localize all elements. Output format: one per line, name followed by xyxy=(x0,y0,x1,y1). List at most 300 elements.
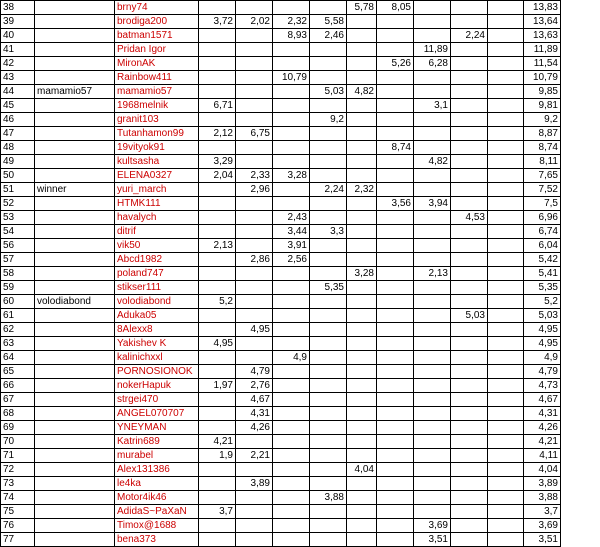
round-score-cell xyxy=(488,225,524,239)
team-name-cell xyxy=(35,197,115,211)
round-score-cell xyxy=(347,29,377,43)
table-row xyxy=(1,141,561,155)
total-score-cell: 3,7 xyxy=(524,505,561,519)
round-score-cell xyxy=(199,183,236,197)
table-row xyxy=(1,183,561,197)
team-name-cell xyxy=(35,449,115,463)
round-score-cell xyxy=(414,113,451,127)
round-score-cell xyxy=(347,155,377,169)
round-score-cell xyxy=(377,351,414,365)
round-score-cell xyxy=(488,29,524,43)
round-score-cell xyxy=(310,435,347,449)
team-name-cell xyxy=(35,155,115,169)
round-score-cell xyxy=(451,365,488,379)
round-score-cell xyxy=(488,239,524,253)
round-score-cell xyxy=(488,449,524,463)
round-score-cell xyxy=(347,449,377,463)
total-score-cell: 3,51 xyxy=(524,533,561,547)
round-score-cell: 6,75 xyxy=(236,127,273,141)
round-score-cell: 1,9 xyxy=(199,449,236,463)
round-score-cell xyxy=(451,351,488,365)
round-score-cell xyxy=(488,253,524,267)
row-number-cell: 72 xyxy=(1,463,35,477)
total-score-cell: 4,26 xyxy=(524,421,561,435)
row-number-cell: 76 xyxy=(1,519,35,533)
round-score-cell xyxy=(377,337,414,351)
round-score-cell xyxy=(414,435,451,449)
round-score-cell xyxy=(451,477,488,491)
player-nick-cell: Abcd1982 xyxy=(115,253,199,267)
round-score-cell xyxy=(236,267,273,281)
row-number-cell: 38 xyxy=(1,1,35,15)
round-score-cell: 2,13 xyxy=(414,267,451,281)
total-score-cell: 4,79 xyxy=(524,365,561,379)
round-score-cell xyxy=(310,239,347,253)
total-score-cell: 7,65 xyxy=(524,169,561,183)
row-number-cell: 73 xyxy=(1,477,35,491)
round-score-cell: 2,32 xyxy=(273,15,310,29)
round-score-cell xyxy=(310,253,347,267)
round-score-cell xyxy=(273,127,310,141)
round-score-cell xyxy=(310,505,347,519)
round-score-cell xyxy=(310,477,347,491)
table-row xyxy=(1,407,561,421)
total-score-cell: 5,03 xyxy=(524,309,561,323)
round-score-cell xyxy=(273,155,310,169)
round-score-cell xyxy=(488,421,524,435)
player-nick-cell: kalinichxxl xyxy=(115,351,199,365)
team-name-cell: mamamio57 xyxy=(35,85,115,99)
round-score-cell xyxy=(347,309,377,323)
total-score-cell: 4,9 xyxy=(524,351,561,365)
round-score-cell xyxy=(310,267,347,281)
table-row xyxy=(1,127,561,141)
table-row xyxy=(1,99,561,113)
player-nick-cell: granit103 xyxy=(115,113,199,127)
round-score-cell xyxy=(414,323,451,337)
team-name-cell xyxy=(35,99,115,113)
round-score-cell xyxy=(451,533,488,547)
round-score-cell xyxy=(347,477,377,491)
table-row xyxy=(1,85,561,99)
total-score-cell: 4,11 xyxy=(524,449,561,463)
round-score-cell xyxy=(414,449,451,463)
round-score-cell: 2,33 xyxy=(236,169,273,183)
total-score-cell: 5,42 xyxy=(524,253,561,267)
round-score-cell xyxy=(488,43,524,57)
round-score-cell xyxy=(377,393,414,407)
round-score-cell xyxy=(414,71,451,85)
team-name-cell xyxy=(35,421,115,435)
team-name-cell xyxy=(35,407,115,421)
round-score-cell xyxy=(273,295,310,309)
round-score-cell xyxy=(377,155,414,169)
round-score-cell xyxy=(451,337,488,351)
round-score-cell xyxy=(347,99,377,113)
table-row xyxy=(1,225,561,239)
round-score-cell xyxy=(347,519,377,533)
table-row xyxy=(1,323,561,337)
round-score-cell: 4,21 xyxy=(199,435,236,449)
row-number-cell: 58 xyxy=(1,267,35,281)
row-number-cell: 68 xyxy=(1,407,35,421)
round-score-cell xyxy=(488,337,524,351)
round-score-cell xyxy=(377,505,414,519)
row-number-cell: 51 xyxy=(1,183,35,197)
round-score-cell xyxy=(236,295,273,309)
round-score-cell xyxy=(451,407,488,421)
team-name-cell xyxy=(35,267,115,281)
round-score-cell xyxy=(451,155,488,169)
table-row xyxy=(1,463,561,477)
round-score-cell: 3,3 xyxy=(310,225,347,239)
table-row xyxy=(1,435,561,449)
round-score-cell: 4,26 xyxy=(236,421,273,435)
round-score-cell xyxy=(236,85,273,99)
round-score-cell xyxy=(377,239,414,253)
round-score-cell xyxy=(377,365,414,379)
round-score-cell xyxy=(236,113,273,127)
round-score-cell xyxy=(488,267,524,281)
table-row xyxy=(1,211,561,225)
round-score-cell xyxy=(236,43,273,57)
player-nick-cell: kultsasha xyxy=(115,155,199,169)
round-score-cell xyxy=(347,337,377,351)
team-name-cell xyxy=(35,225,115,239)
round-score-cell: 4,04 xyxy=(347,463,377,477)
table-row xyxy=(1,253,561,267)
round-score-cell xyxy=(451,99,488,113)
row-number-cell: 47 xyxy=(1,127,35,141)
round-score-cell xyxy=(310,141,347,155)
round-score-cell xyxy=(273,505,310,519)
round-score-cell xyxy=(273,183,310,197)
round-score-cell: 11,89 xyxy=(414,43,451,57)
round-score-cell xyxy=(451,519,488,533)
round-score-cell xyxy=(236,197,273,211)
team-name-cell xyxy=(35,435,115,449)
round-score-cell: 2,43 xyxy=(273,211,310,225)
round-score-cell xyxy=(199,29,236,43)
row-number-cell: 54 xyxy=(1,225,35,239)
round-score-cell xyxy=(347,127,377,141)
team-name-cell xyxy=(35,477,115,491)
round-score-cell xyxy=(310,309,347,323)
round-score-cell xyxy=(199,309,236,323)
round-score-cell xyxy=(414,85,451,99)
player-nick-cell: Katrin689 xyxy=(115,435,199,449)
round-score-cell xyxy=(273,99,310,113)
round-score-cell: 4,95 xyxy=(199,337,236,351)
round-score-cell xyxy=(414,393,451,407)
round-score-cell xyxy=(236,519,273,533)
round-score-cell xyxy=(377,15,414,29)
player-nick-cell: Alex131386 xyxy=(115,463,199,477)
round-score-cell: 5,03 xyxy=(451,309,488,323)
round-score-cell xyxy=(347,197,377,211)
round-score-cell xyxy=(236,99,273,113)
row-number-cell: 48 xyxy=(1,141,35,155)
round-score-cell xyxy=(451,239,488,253)
round-score-cell xyxy=(236,211,273,225)
round-score-cell xyxy=(451,71,488,85)
player-nick-cell: stikser111 xyxy=(115,281,199,295)
round-score-cell xyxy=(377,281,414,295)
round-score-cell xyxy=(347,323,377,337)
round-score-cell xyxy=(451,15,488,29)
round-score-cell: 8,93 xyxy=(273,29,310,43)
total-score-cell: 13,64 xyxy=(524,15,561,29)
team-name-cell xyxy=(35,169,115,183)
round-score-cell xyxy=(488,57,524,71)
row-number-cell: 50 xyxy=(1,169,35,183)
round-score-cell: 6,28 xyxy=(414,57,451,71)
total-score-cell: 5,41 xyxy=(524,267,561,281)
player-nick-cell: ELENA0327 xyxy=(115,169,199,183)
table-row xyxy=(1,281,561,295)
round-score-cell xyxy=(310,407,347,421)
round-score-cell xyxy=(377,183,414,197)
round-score-cell xyxy=(236,533,273,547)
round-score-cell xyxy=(236,281,273,295)
round-score-cell xyxy=(488,99,524,113)
round-score-cell xyxy=(310,43,347,57)
round-score-cell: 6,71 xyxy=(199,99,236,113)
total-score-cell: 8,11 xyxy=(524,155,561,169)
round-score-cell xyxy=(377,309,414,323)
row-number-cell: 39 xyxy=(1,15,35,29)
round-score-cell xyxy=(347,407,377,421)
player-nick-cell: Timox@1688 xyxy=(115,519,199,533)
round-score-cell xyxy=(273,449,310,463)
round-score-cell xyxy=(414,351,451,365)
round-score-cell xyxy=(377,43,414,57)
round-score-cell xyxy=(488,477,524,491)
round-score-cell xyxy=(377,519,414,533)
row-number-cell: 44 xyxy=(1,85,35,99)
total-score-cell: 6,96 xyxy=(524,211,561,225)
round-score-cell xyxy=(310,295,347,309)
round-score-cell xyxy=(236,463,273,477)
player-nick-cell: ditrif xyxy=(115,225,199,239)
round-score-cell xyxy=(488,85,524,99)
round-score-cell xyxy=(488,15,524,29)
round-score-cell xyxy=(310,393,347,407)
team-name-cell xyxy=(35,533,115,547)
round-score-cell xyxy=(347,393,377,407)
table-row xyxy=(1,449,561,463)
round-score-cell xyxy=(347,421,377,435)
round-score-cell xyxy=(347,505,377,519)
round-score-cell: 3,91 xyxy=(273,239,310,253)
round-score-cell xyxy=(488,1,524,15)
round-score-cell xyxy=(488,407,524,421)
round-score-cell: 8,74 xyxy=(377,141,414,155)
total-score-cell: 13,63 xyxy=(524,29,561,43)
team-name-cell xyxy=(35,309,115,323)
round-score-cell: 2,24 xyxy=(310,183,347,197)
round-score-cell xyxy=(451,379,488,393)
round-score-cell xyxy=(451,435,488,449)
row-number-cell: 40 xyxy=(1,29,35,43)
table-row xyxy=(1,421,561,435)
round-score-cell: 3,72 xyxy=(199,15,236,29)
round-score-cell xyxy=(310,211,347,225)
round-score-cell xyxy=(488,295,524,309)
team-name-cell xyxy=(35,463,115,477)
team-name-cell xyxy=(35,211,115,225)
round-score-cell xyxy=(488,183,524,197)
round-score-cell xyxy=(414,295,451,309)
round-score-cell xyxy=(347,225,377,239)
round-score-cell: 4,67 xyxy=(236,393,273,407)
row-number-cell: 75 xyxy=(1,505,35,519)
round-score-cell: 3,7 xyxy=(199,505,236,519)
round-score-cell xyxy=(451,393,488,407)
round-score-cell xyxy=(273,43,310,57)
table-row xyxy=(1,239,561,253)
row-number-cell: 60 xyxy=(1,295,35,309)
row-number-cell: 45 xyxy=(1,99,35,113)
round-score-cell xyxy=(377,449,414,463)
player-nick-cell: murabel xyxy=(115,449,199,463)
round-score-cell: 5,03 xyxy=(310,85,347,99)
round-score-cell: 2,32 xyxy=(347,183,377,197)
player-nick-cell: bena373 xyxy=(115,533,199,547)
round-score-cell xyxy=(414,309,451,323)
round-score-cell: 8,05 xyxy=(377,1,414,15)
table-row xyxy=(1,393,561,407)
round-score-cell xyxy=(273,407,310,421)
player-nick-cell: 8Alexx8 xyxy=(115,323,199,337)
round-score-cell xyxy=(414,225,451,239)
round-score-cell: 9,2 xyxy=(310,113,347,127)
total-score-cell: 9,2 xyxy=(524,113,561,127)
row-number-cell: 59 xyxy=(1,281,35,295)
table-row xyxy=(1,365,561,379)
round-score-cell xyxy=(488,127,524,141)
team-name-cell xyxy=(35,253,115,267)
team-name-cell xyxy=(35,519,115,533)
total-score-cell: 9,85 xyxy=(524,85,561,99)
team-name-cell xyxy=(35,15,115,29)
row-number-cell: 69 xyxy=(1,421,35,435)
round-score-cell xyxy=(347,43,377,57)
round-score-cell xyxy=(414,253,451,267)
round-score-cell xyxy=(273,393,310,407)
round-score-cell xyxy=(310,365,347,379)
round-score-cell xyxy=(347,379,377,393)
round-score-cell: 4,82 xyxy=(347,85,377,99)
round-score-cell xyxy=(347,533,377,547)
round-score-cell xyxy=(377,477,414,491)
round-score-cell xyxy=(347,57,377,71)
round-score-cell xyxy=(488,351,524,365)
total-score-cell: 11,89 xyxy=(524,43,561,57)
player-nick-cell: HTMK111 xyxy=(115,197,199,211)
player-nick-cell: nokerHapuk xyxy=(115,379,199,393)
round-score-cell xyxy=(451,225,488,239)
player-nick-cell: poland747 xyxy=(115,267,199,281)
round-score-cell: 5,78 xyxy=(347,1,377,15)
round-score-cell: 2,56 xyxy=(273,253,310,267)
total-score-cell: 4,95 xyxy=(524,337,561,351)
row-number-cell: 74 xyxy=(1,491,35,505)
round-score-cell xyxy=(377,211,414,225)
round-score-cell xyxy=(236,155,273,169)
round-score-cell: 5,2 xyxy=(199,295,236,309)
total-score-cell: 6,74 xyxy=(524,225,561,239)
round-score-cell xyxy=(488,393,524,407)
round-score-cell xyxy=(310,379,347,393)
row-number-cell: 62 xyxy=(1,323,35,337)
team-name-cell: winner xyxy=(35,183,115,197)
round-score-cell xyxy=(273,421,310,435)
total-score-cell: 3,89 xyxy=(524,477,561,491)
player-nick-cell: 19vityok91 xyxy=(115,141,199,155)
round-score-cell xyxy=(199,533,236,547)
round-score-cell xyxy=(236,57,273,71)
team-name-cell xyxy=(35,29,115,43)
team-name-cell xyxy=(35,57,115,71)
round-score-cell xyxy=(451,463,488,477)
round-score-cell xyxy=(414,365,451,379)
round-score-cell xyxy=(451,169,488,183)
round-score-cell xyxy=(199,519,236,533)
round-score-cell xyxy=(377,127,414,141)
team-name-cell xyxy=(35,379,115,393)
round-score-cell xyxy=(199,1,236,15)
row-number-cell: 63 xyxy=(1,337,35,351)
round-score-cell xyxy=(199,113,236,127)
total-score-cell: 10,79 xyxy=(524,71,561,85)
round-score-cell xyxy=(488,533,524,547)
player-nick-cell: Aduka05 xyxy=(115,309,199,323)
round-score-cell xyxy=(488,169,524,183)
player-nick-cell: vik50 xyxy=(115,239,199,253)
round-score-cell: 2,24 xyxy=(451,29,488,43)
round-score-cell: 10,79 xyxy=(273,71,310,85)
round-score-cell xyxy=(488,505,524,519)
round-score-cell xyxy=(488,323,524,337)
player-nick-cell: brodiga200 xyxy=(115,15,199,29)
team-name-cell xyxy=(35,337,115,351)
table-row xyxy=(1,155,561,169)
round-score-cell xyxy=(414,183,451,197)
round-score-cell xyxy=(377,85,414,99)
round-score-cell xyxy=(273,141,310,155)
round-score-cell xyxy=(273,1,310,15)
round-score-cell xyxy=(236,351,273,365)
round-score-cell: 3,1 xyxy=(414,99,451,113)
table-row xyxy=(1,477,561,491)
round-score-cell: 3,29 xyxy=(199,155,236,169)
total-score-cell: 3,88 xyxy=(524,491,561,505)
round-score-cell xyxy=(199,43,236,57)
round-score-cell xyxy=(414,15,451,29)
player-nick-cell: MironAK xyxy=(115,57,199,71)
round-score-cell xyxy=(451,127,488,141)
round-score-cell xyxy=(488,155,524,169)
round-score-cell xyxy=(414,239,451,253)
round-score-cell xyxy=(310,1,347,15)
round-score-cell xyxy=(377,113,414,127)
round-score-cell: 1,97 xyxy=(199,379,236,393)
round-score-cell xyxy=(488,113,524,127)
round-score-cell xyxy=(199,351,236,365)
table-row xyxy=(1,337,561,351)
row-number-cell: 41 xyxy=(1,43,35,57)
